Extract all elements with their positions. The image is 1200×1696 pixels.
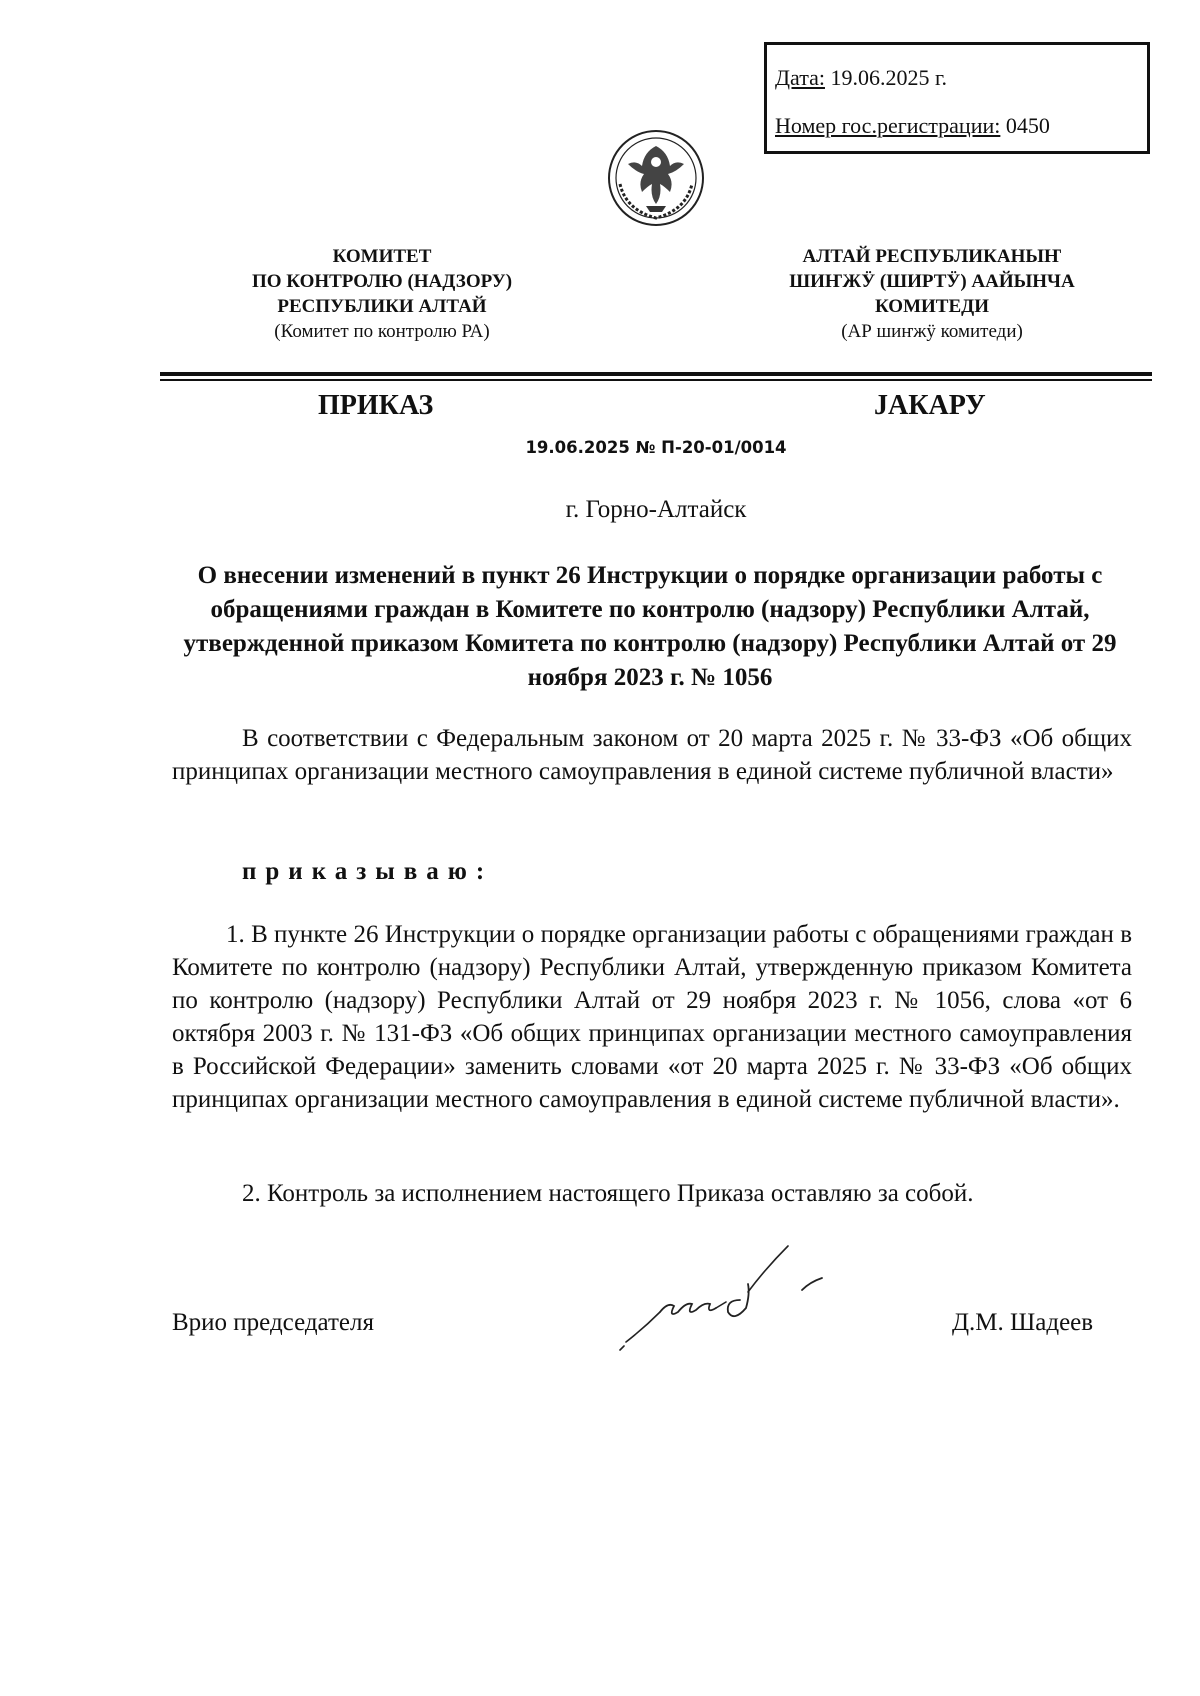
org-alt-line2: ШИҤЖӰ (ШИРТӰ) ААЙЫНЧА [789,271,1075,292]
org-ru-line2: ПО КОНТРОЛЮ (НАДЗОРУ) [251,271,513,292]
registration-number-row [775,113,1147,161]
registration-number-label: Номер гос.регистрации: [775,113,1001,138]
order-item-1: 1. В пункте 26 Инструкции о порядке организации работы с обращениями граждан в Комитете по контролю (надзору) Республики Алтай, утвержденную приказом Комитета по контролю (надзору) Республики Алтай от 29 ноября 2023 г. № 1056, слова «от 6 октября 2003 г. № 131-ФЗ «Об общих принципах организации местного самоуправления в Российской Федерации» заменить словами «от 20 марта 2025 г. № 33-ФЗ «Об общих принципах организации местного самоуправления в единой системе публичной власти». [172,921,1132,1113]
registration-date-row [775,65,1147,113]
org-alt-short-name: (АР шиҥжӱ комитеди) [841,321,1023,342]
legal-basis-paragraph: В соответствии с Федеральным законом от 20 марта 2025 г. № 33-ФЗ «Об общих принципах организации местного самоуправления в единой системе публичной власти» [172,725,1132,785]
handwritten-signature [616,1238,876,1358]
header-divider-thin [160,379,1152,381]
coat-of-arms-emblem-icon [606,126,706,230]
org-alt-line3: КОМИТЕДИ [875,296,989,317]
header-divider-thick [160,372,1152,376]
signatory-name: Д.М. Шадеев [952,1309,1094,1336]
registration-number-value: 0450 [1005,113,1050,138]
order-item-2: 2. Контроль за исполнением настоящего Приказа оставляю за собой. [242,1180,974,1207]
registration-stamp [764,42,1150,154]
order-city: г. Горно-Алтайск [565,496,747,523]
registration-date-value: 19.06.2025 г. [830,65,948,90]
organization-header-russian [222,244,542,344]
registration-date-label: Дата: [775,65,825,90]
signatory-position: Врио председателя [172,1309,375,1336]
org-alt-line1: АЛТАЙ РЕСПУБЛИКАНЫҤ [802,246,1062,267]
org-ru-line3: РЕСПУБЛИКИ АЛТАЙ [277,296,487,317]
document-title: О внесении изменений в пункт 26 Инструкции о порядке организации работы с обращениями граждан в Комитете по контролю (надзору) Республики Алтай, утвержденной приказом Комитета по контролю (надзору) Республики Алтай от 29 ноября 2023 г. № 1056 [183,562,1117,691]
order-type-altai: ЈАКАРУ [874,390,986,421]
decree-word: приказываю: [242,858,494,885]
organization-header-altai [742,244,1122,344]
order-number: 19.06.2025 № П-20-01/0014 [525,438,787,457]
order-type-russian: ПРИКАЗ [318,390,434,421]
org-ru-line1: КОМИТЕТ [332,246,432,267]
org-ru-short-name: (Комитет по контролю РА) [274,321,490,342]
